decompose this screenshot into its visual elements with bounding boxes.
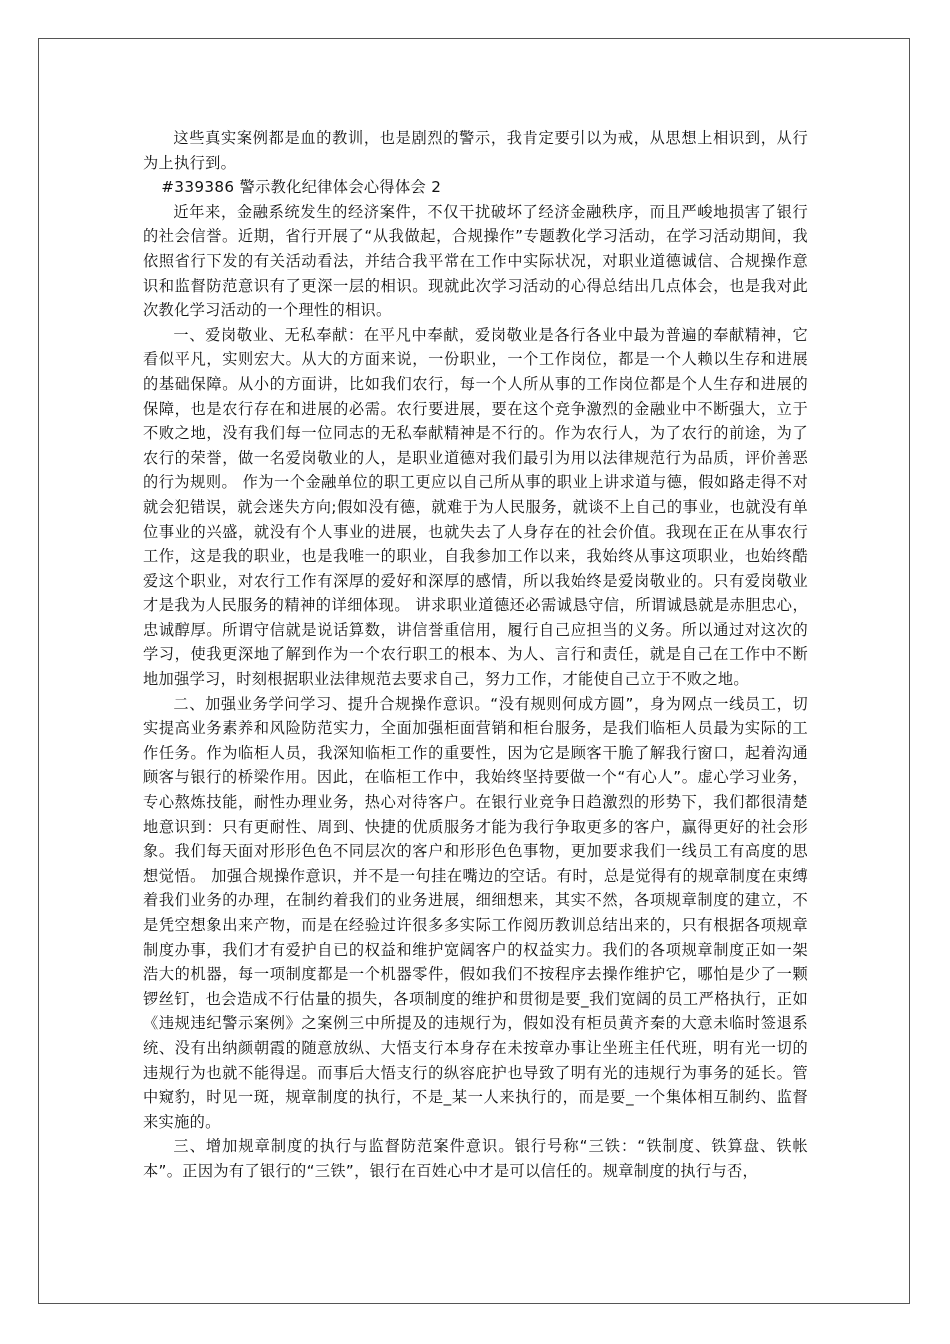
- paragraph-point-one: 一、爱岗敬业、无私奉献：在平凡中奉献，爱岗敬业是各行各业中最为普遍的奉献精神，它看似平凡，实则宏大。从大的方面来说，一份职业，一个工作岗位，都是一个人赖以生存和进展的基础保障。从小的方面讲，比如我们农行，每一个人所从事的工作岗位都是个人生存和进展的保障，也是农行存在和进展的必需。农行要进展，要在这个竞争激烈的金融业中不断强大，立于不败之地，没有我们每一位同志的无私奉献精神是不行的。作为农行人，为了农行的前途，为了农行的荣誉，做一名爱岗敬业的人，是职业道德对我们最引为用以法律规范行为品质，评价善恶的行为规则。 作为一个金融单位的职工更应以自己所从事的职业上讲求道与德，假如路走得不对就会犯错误，就会迷失方向;假如没有德，就难于为人民服务，就谈不上自己的事业，也就没有单位事业的兴盛，就没有个人事业的进展，也就失去了人身存在的社会价值。我现在正在从事农行工作，这是我的职业，也是我唯一的职业，自我参加工作以来，我始终从事这项职业，也始终酷爱这个职业，对农行工作有深厚的爱好和深厚的感情，所以我始终是爱岗敬业的。只有爱岗敬业才是我为人民服务的精神的详细体现。 讲求职业道德还必需诚恳守信，所谓诚恳就是赤胆忠心，忠诚醇厚。所谓守信就是说话算数，讲信誉重信用，履行自己应担当的义务。所以通过对这次的学习，使我更深地了解到作为一个农行职工的根本、为人、言行和责任，就是自己在工作中不断地加强学习，时刻根据职业法律规范去要求自己，努力工作，才能使自己立于不败之地。: [143, 325, 808, 689]
- section-title: #339386 警示教化纪律体会心得体会 2: [161, 178, 442, 197]
- paragraph-intro: 这些真实案例都是血的教训，也是剧烈的警示，我肯定要引以为戒，从思想上相识到，从行为上执行到。: [143, 129, 808, 172]
- document-body: [143, 126, 808, 1184]
- paragraph-background: 近年来，金融系统发生的经济案件，不仅干扰破坏了经济金融秩序，而且严峻地损害了银行的社会信誉。近期，省行开展了“从我做起，合规操作”专题教化学习活动，在学习活动期间，我依照省行下发的有关活动看法，并结合我平常在工作中实际状况，对职业道德诚信、合规操作意识和监督防范意识有了更深一层的相识。现就此次学习活动的心得总结出几点体会，也是我对此次教化学习活动的一个理性的相识。: [143, 202, 808, 320]
- paragraph-point-two: 二、加强业务学问学习、提升合规操作意识。“没有规则何成方圆”，身为网点一线员工，切实提高业务素养和风险防范实力，全面加强柜面营销和柜台服务，是我们临柜人员最为实际的工作任务。作为临柜人员，我深知临柜工作的重要性，因为它是顾客干脆了解我行窗口，起着沟通顾客与银行的桥梁作用。因此，在临柜工作中，我始终坚持要做一个“有心人”。虚心学习业务，专心熬炼技能，耐性办理业务，热心对待客户。在银行业竞争日趋激烈的形势下，我们都很清楚地意识到：只有更耐性、周到、快捷的优质服务才能为我行争取更多的客户，赢得更好的社会形象。我们每天面对形形色色不同层次的客户和形形色色事物，更加要求我们一线员工有高度的思想觉悟。 加强合规操作意识，并不是一句挂在嘴边的空话。有时，总是觉得有的规章制度在束缚着我们业务的办理，在制约着我们的业务进展，细细想来，其实不然，各项规章制度的建立，不是凭空想象出来产物，而是在经验过许很多多实际工作阅历教训总结出来的，只有根据各项规章制度办事，我们才有爱护自已的权益和维护宽阔客户的权益实力。我们的各项规章制度正如一架浩大的机器，每一项制度都是一个机器零件，假如我们不按程序去操作维护它，哪怕是少了一颗锣丝钉，也会造成不行估量的损失，各项制度的维护和贯彻是要_我们宽阔的员工严格执行，正如《违规违纪警示案例》之案例三中所提及的违规行为，假如没有柜员黄齐秦的大意未临时签退系统、没有出纳颜朝霞的随意放纵、大悟支行本身存在未按章办事让坐班主任代班，明有光一切的违规行为也就不能得逞。而事后大悟支行的纵容庇护也导致了明有光的违规行为事务的延长。管中窥豹，时见一斑，规章制度的执行，不是_某一人来执行的，而是要_一个集体相互制约、监督来实施的。: [143, 694, 808, 1131]
- paragraph-point-three: 三、增加规章制度的执行与监督防范案件意识。银行号称“三铁：“铁制度、铁算盘、铁帐本”。正因为有了银行的“三铁”，银行在百姓心中才是可以信任的。规章制度的执行与否，: [143, 1137, 808, 1180]
